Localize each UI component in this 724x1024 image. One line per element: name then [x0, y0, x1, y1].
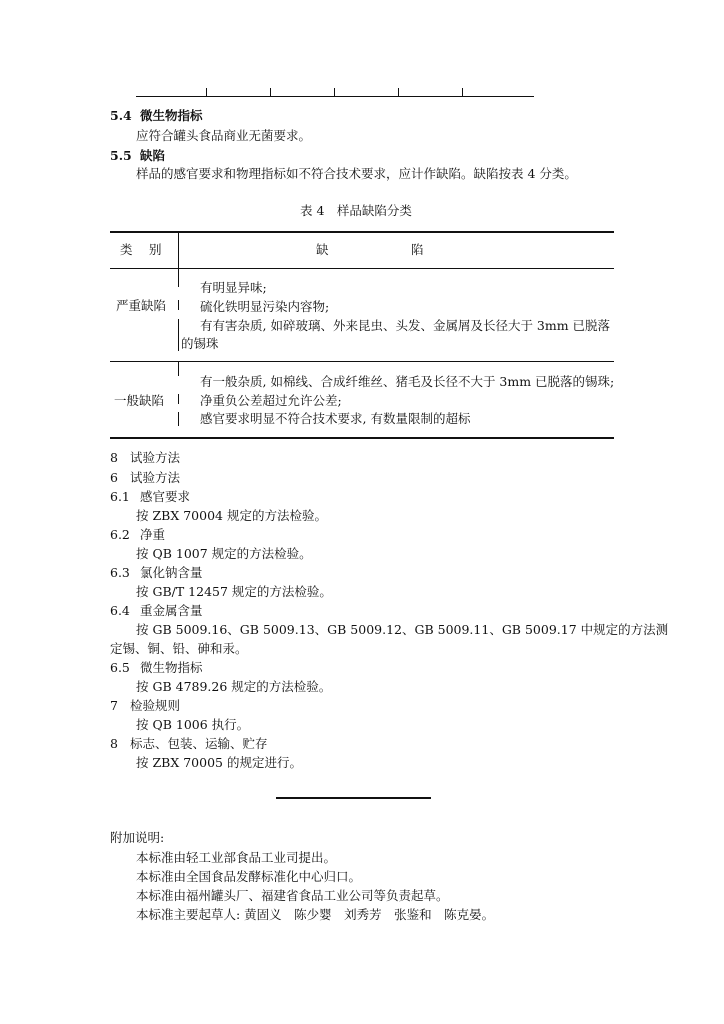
- section-heading: [110, 110, 203, 123]
- paragraph: 按 QB 1007 规定的方法检验。: [136, 546, 312, 561]
- table-header-defect-left: 缺: [316, 242, 329, 257]
- table-header-rule: [110, 268, 614, 269]
- section-heading: [110, 150, 165, 163]
- section-number: 6.4: [110, 603, 130, 618]
- section-title: 净重: [140, 527, 166, 542]
- section-heading: [110, 738, 268, 751]
- section-title: 重金属含量: [140, 603, 203, 618]
- table-column-separator: [178, 233, 179, 268]
- table-row-item: 硫化铁明显污染内容物;: [200, 299, 330, 314]
- top-table-tick: [398, 88, 399, 97]
- section-title: 微生物指标: [140, 660, 203, 675]
- section-title: 标志、包装、运输、贮存: [130, 736, 268, 751]
- table-top-rule: [110, 231, 614, 233]
- section-number: 6.2: [110, 527, 130, 542]
- section-number: 5.4: [110, 108, 132, 123]
- appendix-title: 附加说明:: [110, 830, 165, 845]
- table-bottom-rule: [110, 437, 614, 439]
- section-title: 试验方法: [130, 450, 181, 465]
- section-heading: [110, 529, 165, 542]
- section-number: 5.5: [110, 148, 132, 163]
- section-title: 氯化钠含量: [140, 565, 203, 580]
- table-row-item: 感官要求明显不符合技术要求, 有数量限制的超标: [200, 411, 471, 426]
- table-row-item: 有明显异味;: [200, 280, 267, 295]
- section-number: 6: [110, 470, 118, 485]
- section-number: 8: [110, 736, 118, 751]
- section-heading: [110, 700, 180, 713]
- section-title: 试验方法: [130, 470, 181, 485]
- section-number: 7: [110, 698, 118, 713]
- end-rule: [276, 797, 431, 799]
- section-title: 缺陷: [140, 148, 166, 163]
- section-title: 微生物指标: [140, 108, 203, 123]
- section-heading: [110, 567, 203, 580]
- paragraph: 样品的感官要求和物理指标如不符合技术要求，应计作缺陷。缺陷按表 4 分类。: [136, 166, 577, 181]
- top-table-tick: [334, 88, 335, 97]
- table-row-category: 一般缺陷: [114, 393, 165, 408]
- paragraph: 按 QB 1006 执行。: [136, 717, 250, 732]
- table-row-category: 严重缺陷: [116, 298, 167, 313]
- section-number: 6.5: [110, 660, 130, 675]
- appendix-line: 本标准由全国食品发酵标准化中心归口。: [136, 869, 362, 884]
- section-heading: [110, 662, 203, 675]
- top-table-rule: [136, 96, 534, 97]
- paragraph: 按 GB 4789.26 规定的方法检验。: [136, 679, 332, 694]
- table-column-separator: [178, 394, 179, 404]
- section-number: 6.3: [110, 565, 130, 580]
- table-row-rule: [110, 361, 614, 362]
- table-column-separator: [178, 269, 179, 287]
- top-table-tick: [206, 88, 207, 97]
- table-column-separator: [178, 362, 179, 376]
- appendix-line: 本标准由福州罐头厂、福建省食品工业公司等负责起草。: [136, 888, 449, 903]
- table-column-separator: [178, 300, 179, 310]
- section-number: 6.1: [110, 489, 130, 504]
- section-number: 8: [110, 450, 118, 465]
- section-title: 感官要求: [140, 489, 191, 504]
- appendix-line: 本标准主要起草人: 黄固义 陈少婴 刘秀芳 张鉴和 陈克晏。: [136, 907, 495, 922]
- section-heading: [110, 491, 190, 504]
- paragraph: 定锡、铜、铅、砷和汞。: [110, 641, 248, 656]
- paragraph: 按 GB/T 12457 规定的方法检验。: [136, 584, 332, 599]
- top-table-tick: [270, 88, 271, 97]
- table-header-defect-right: 陷: [411, 242, 424, 257]
- paragraph: 按 GB 5009.16、GB 5009.13、GB 5009.12、GB 5009.11、GB 5009.17 中规定的方法测: [136, 622, 669, 637]
- top-table-tick: [462, 88, 463, 97]
- table-row-item: 有有害杂质, 如碎玻璃、外来昆虫、头发、金属屑及长径大于 3mm 已脱落: [200, 318, 611, 333]
- table-caption: 表 4 样品缺陷分类: [300, 203, 412, 218]
- table-row-item: 净重负公差超过允许公差;: [200, 393, 342, 408]
- paragraph: 按 ZBX 70004 规定的方法检验。: [136, 508, 327, 523]
- section-heading: [110, 605, 203, 618]
- section-heading: [110, 472, 180, 485]
- table-column-separator: [178, 412, 179, 426]
- table-row-item: 的锡珠: [181, 336, 219, 351]
- section-title: 检验规则: [130, 698, 181, 713]
- table-header-category: 类 别: [120, 242, 164, 257]
- paragraph: 应符合罐头食品商业无菌要求。: [136, 128, 312, 143]
- table-column-separator: [178, 319, 179, 351]
- section-heading: [110, 452, 180, 465]
- table-row-item: 有一般杂质, 如棉线、合成纤维丝、猪毛及长径不大于 3mm 已脱落的锡珠;: [200, 374, 615, 389]
- appendix-line: 本标准由轻工业部食品工业司提出。: [136, 850, 337, 865]
- paragraph: 按 ZBX 70005 的规定进行。: [136, 755, 302, 770]
